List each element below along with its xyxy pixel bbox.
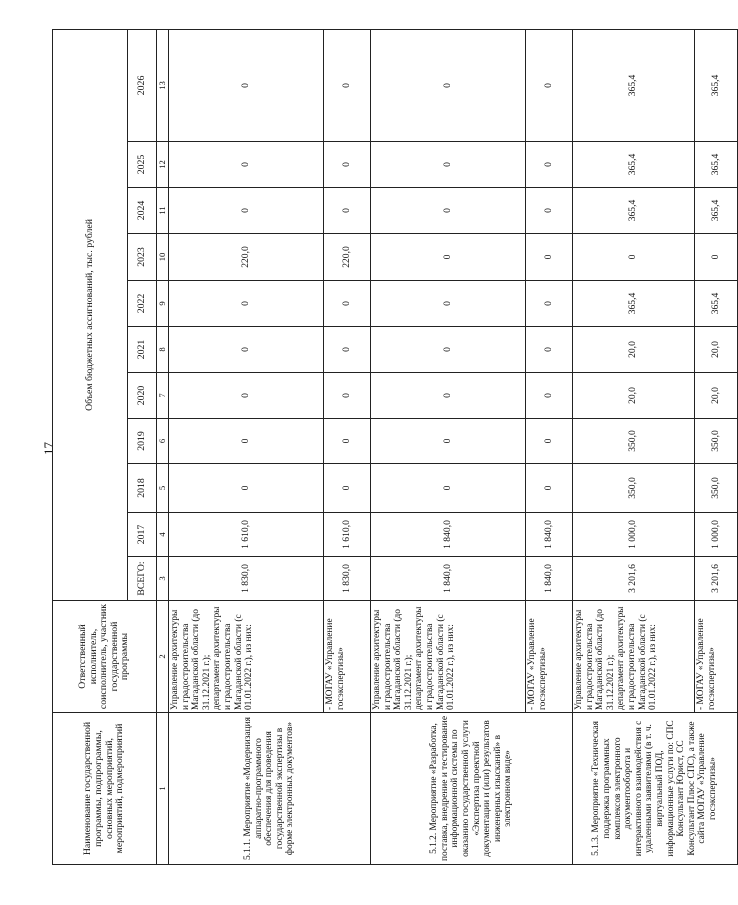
value-cell: 350,0 [573, 419, 695, 464]
responsible-cell: Управление архитектуры и градостроительства Магаданской области (до 31.12.2021 г.); департамент архитектуры и градостроительства Магаданской области (с 01.01.2022 г.), из них: [169, 601, 324, 713]
col-header-year: 2022 [128, 281, 157, 327]
value-cell: 0 [324, 188, 371, 234]
responsible-cell: Управление архитектуры и градостроительства Магаданской области (до 31.12.2021 г.); департамент архитектуры и градостроительства Магаданской области (с 01.01.2022 г.), из них: [573, 601, 695, 713]
total-cell: 1 840,0 [526, 557, 573, 601]
col-header-year: 2023 [128, 234, 157, 281]
total-cell: 3 201,6 [573, 557, 695, 601]
col-header-name: Наименование государственной программы, подпрограммы, основных мероприятий, мероприятий, подмероприятий [53, 713, 157, 865]
column-number: 3 [157, 557, 169, 601]
col-header-year: 2024 [128, 188, 157, 234]
value-cell: 1 840,0 [371, 513, 526, 557]
value-cell: 0 [324, 29, 371, 141]
value-cell: 0 [371, 234, 526, 281]
column-number: 6 [157, 419, 169, 464]
col-header-year: 2025 [128, 142, 157, 188]
value-cell: 20,0 [695, 373, 738, 419]
activity-name: 5.1.2. Мероприятие «Разработка, поставка, внедрение и тестирование информационной системы по оказанию государственной услуги «Экспертиза проектной документации и (или) результатов инженерных изысканий» в электронном виде» [371, 713, 573, 865]
col-header-year: 2021 [128, 327, 157, 373]
column-number: 4 [157, 513, 169, 557]
col-header-responsible: Ответственный исполнитель, соисполнитель, участник государственной программы [53, 601, 157, 713]
table-row [573, 29, 695, 864]
value-cell: 0 [526, 373, 573, 419]
value-cell: 0 [371, 327, 526, 373]
value-cell: 365,4 [573, 142, 695, 188]
column-number: 7 [157, 373, 169, 419]
value-cell: 365,4 [695, 29, 738, 141]
responsible-cell: - МОГАУ «Управление госэкспертизы» [695, 601, 738, 713]
value-cell: 0 [526, 142, 573, 188]
value-cell: 365,4 [695, 281, 738, 327]
column-number: 5 [157, 464, 169, 513]
value-cell: 0 [169, 29, 324, 141]
rotated-page [52, 30, 721, 865]
value-cell: 1 840,0 [526, 513, 573, 557]
responsible-cell: Управление архитектуры и градостроительства Магаданской области (до 31.12.2021 г.); департамент архитектуры и градостроительства Магаданской области (с 01.01.2022 г.), из них: [371, 601, 526, 713]
value-cell: 365,4 [573, 188, 695, 234]
col-header-year: 2026 [128, 29, 157, 141]
value-cell: 0 [324, 373, 371, 419]
column-number: 13 [157, 29, 169, 141]
value-cell: 350,0 [573, 464, 695, 513]
total-cell: 1 830,0 [169, 557, 324, 601]
value-cell: 0 [169, 464, 324, 513]
column-number: 12 [157, 142, 169, 188]
value-cell: 0 [371, 419, 526, 464]
value-cell: 220,0 [324, 234, 371, 281]
responsible-cell: - МОГАУ «Управление госэкспертизы» [324, 601, 371, 713]
column-number: 11 [157, 188, 169, 234]
value-cell: 0 [169, 281, 324, 327]
col-header-year: 2019 [128, 419, 157, 464]
value-cell: 220,0 [169, 234, 324, 281]
value-cell: 1 610,0 [324, 513, 371, 557]
value-cell: 20,0 [573, 327, 695, 373]
table-row [169, 29, 324, 864]
value-cell: 1 610,0 [169, 513, 324, 557]
total-cell: 1 830,0 [324, 557, 371, 601]
value-cell: 0 [371, 29, 526, 141]
value-cell: 365,4 [695, 188, 738, 234]
value-cell: 0 [695, 234, 738, 281]
budget-table [52, 29, 738, 865]
value-cell: 0 [526, 464, 573, 513]
col-header-year: 2017 [128, 513, 157, 557]
activity-name: 5.1.1. Мероприятие «Модернизация аппаратно-программного обеспечения для проведения государственной экспертизы в форме электронных документов» [169, 713, 371, 865]
table-row [371, 29, 526, 864]
value-cell: 0 [371, 188, 526, 234]
value-cell: 0 [526, 327, 573, 373]
value-cell: 0 [371, 464, 526, 513]
value-cell: 365,4 [573, 281, 695, 327]
value-cell: 0 [324, 281, 371, 327]
value-cell: 1 000,0 [573, 513, 695, 557]
value-cell: 20,0 [573, 373, 695, 419]
value-cell: 0 [371, 373, 526, 419]
col-header-funding: Объем бюджетных ассигнований, тыс. рублей [53, 29, 128, 600]
column-number: 2 [157, 601, 169, 713]
value-cell: 0 [169, 142, 324, 188]
value-cell: 0 [324, 142, 371, 188]
value-cell: 0 [169, 188, 324, 234]
column-number: 8 [157, 327, 169, 373]
value-cell: 20,0 [695, 327, 738, 373]
value-cell: 0 [169, 419, 324, 464]
value-cell: 350,0 [695, 419, 738, 464]
value-cell: 0 [526, 419, 573, 464]
value-cell: 0 [324, 419, 371, 464]
column-number: 9 [157, 281, 169, 327]
page-number: 17 [41, 442, 56, 455]
value-cell: 0 [526, 188, 573, 234]
value-cell: 0 [526, 234, 573, 281]
total-cell: 3 201,6 [695, 557, 738, 601]
column-number: 10 [157, 234, 169, 281]
col-header-total: ВСЕГО: [128, 557, 157, 601]
col-header-year: 2020 [128, 373, 157, 419]
responsible-cell: - МОГАУ «Управление госэкспертизы» [526, 601, 573, 713]
value-cell: 350,0 [695, 464, 738, 513]
value-cell: 365,4 [573, 29, 695, 141]
column-number-row [157, 29, 169, 864]
value-cell: 0 [526, 281, 573, 327]
value-cell: 0 [371, 142, 526, 188]
activity-name: 5.1.3. Мероприятие «Техническая поддержка программных комплексов электронного документооборота и интерактивного взаимодействия с удаленными заявителями (в т. ч. виртуальный ПОД, информационные услуги по: СПС Консультант Юрист, СС Консультант Плюс СПС), а также сайта МОГАУ «Управление госэкспертизы» [573, 713, 738, 865]
value-cell: 365,4 [695, 142, 738, 188]
column-number: 1 [157, 713, 169, 865]
value-cell: 0 [573, 234, 695, 281]
value-cell: 1 000,0 [695, 513, 738, 557]
col-header-year: 2018 [128, 464, 157, 513]
value-cell: 0 [169, 373, 324, 419]
value-cell: 0 [324, 464, 371, 513]
value-cell: 0 [526, 29, 573, 141]
value-cell: 0 [324, 327, 371, 373]
value-cell: 0 [169, 327, 324, 373]
value-cell: 0 [371, 281, 526, 327]
total-cell: 1 840,0 [371, 557, 526, 601]
